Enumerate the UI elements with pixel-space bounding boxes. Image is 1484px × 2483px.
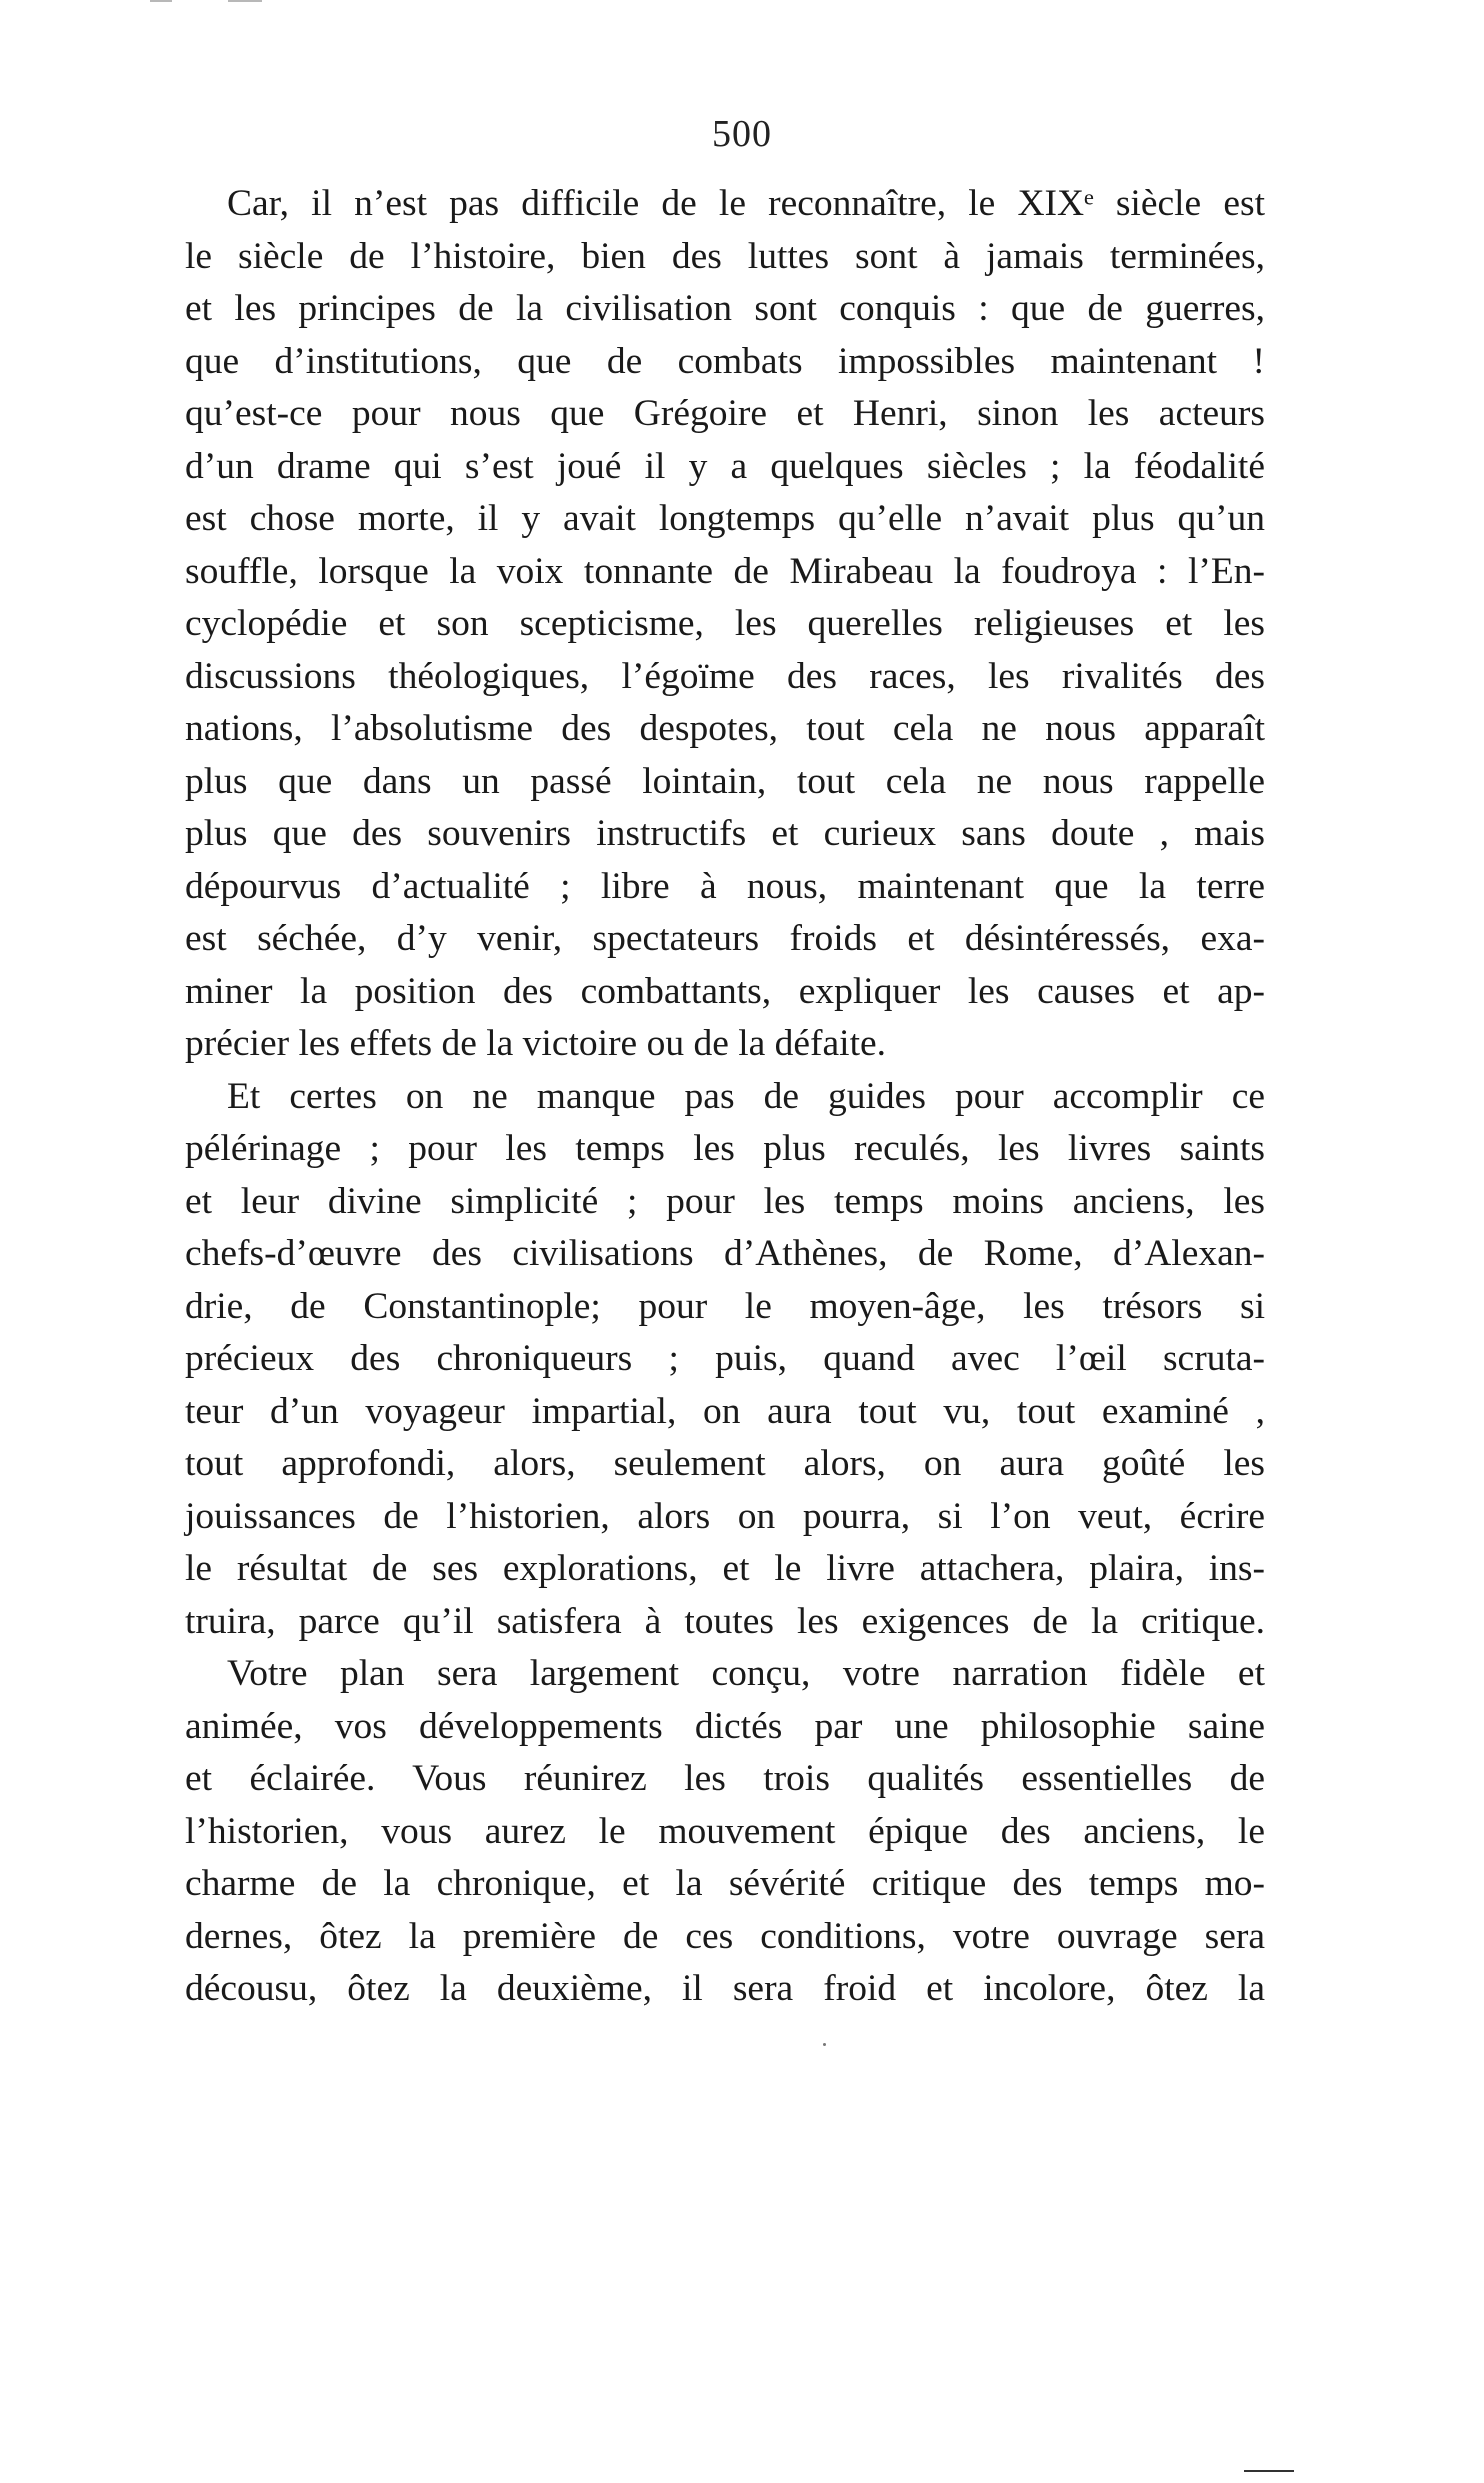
text-line: dernes, ôtez la première de ces conditions, votre ouvrage sera bbox=[185, 1915, 1265, 1957]
scan-mark-bottom bbox=[1244, 2470, 1294, 2472]
text-line: et leur divine simplicité ; pour les temps moins anciens, les bbox=[185, 1180, 1265, 1222]
text-line: miner la position des combattants, expliquer les causes et ap- bbox=[185, 970, 1265, 1012]
text-line: jouissances de l’historien, alors on pourra, si l’on veut, écrire bbox=[185, 1495, 1265, 1537]
text-line: pélérinage ; pour les temps les plus reculés, les livres saints bbox=[185, 1128, 1265, 1169]
text-line: drie, de Constantinople; pour le moyen-âge, les trésors si bbox=[185, 1285, 1265, 1327]
scan-speck bbox=[823, 2043, 826, 2046]
text-line: décousu, ôtez la deuxième, il sera froid et incolore, ôtez la bbox=[185, 1968, 1265, 2009]
text-line: plus que des souvenirs instructifs et curieux sans doute , mais bbox=[185, 813, 1265, 854]
text-line: est chose morte, il y avait longtemps qu’elle n’avait plus qu’un bbox=[185, 498, 1265, 539]
text-line: charme de la chronique, et la sévérité critique des temps mo- bbox=[185, 1863, 1265, 1904]
text-line: Et certes on ne manque pas de guides pour accomplir ce bbox=[227, 1075, 1265, 1117]
text-line: plus que dans un passé lointain, tout cela ne nous rappelle bbox=[185, 760, 1265, 802]
text-line: nations, l’absolutisme des despotes, tout cela ne nous apparaît bbox=[185, 708, 1265, 749]
text-line: truira, parce qu’il satisfera à toutes les exigences de la critique. bbox=[185, 1600, 1265, 1642]
paragraph-3 bbox=[185, 1648, 1265, 2016]
text-line: que d’institutions, que de combats impossibles maintenant ! bbox=[185, 340, 1265, 382]
paragraph-2 bbox=[185, 1071, 1265, 1649]
text-line: et les principes de la civilisation sont conquis : que de guerres, bbox=[185, 288, 1265, 329]
text-line: Votre plan sera largement conçu, votre narration fidèle et bbox=[227, 1653, 1265, 1694]
body-text bbox=[185, 178, 1265, 2016]
text-line: souffle, lorsque la voix tonnante de Mirabeau la foudroya : l’En- bbox=[185, 550, 1265, 592]
text-line: cyclopédie et son scepticisme, les querelles religieuses et les bbox=[185, 603, 1265, 644]
text-line: discussions théologiques, l’égoïme des races, les rivalités des bbox=[185, 655, 1265, 697]
text-line: et éclairée. Vous réunirez les trois qualités essentielles de bbox=[185, 1758, 1265, 1799]
page-number: 500 bbox=[712, 113, 772, 155]
text-line: l’historien, vous aurez le mouvement épique des anciens, le bbox=[185, 1810, 1265, 1852]
text-line: tout approfondi, alors, seulement alors, on aura goûté les bbox=[185, 1443, 1265, 1484]
text-line: dépourvus d’actualité ; libre à nous, maintenant que la terre bbox=[185, 865, 1265, 907]
text-line: le résultat de ses explorations, et le livre attachera, plaira, ins- bbox=[185, 1548, 1265, 1589]
text-line: le siècle de l’histoire, bien des luttes sont à jamais terminées, bbox=[185, 235, 1265, 277]
scan-mark-top-left bbox=[150, 0, 172, 2]
text-line: animée, vos développements dictés par une philosophie saine bbox=[185, 1705, 1265, 1747]
scan-mark-top bbox=[228, 0, 262, 2]
text-line: qu’est-ce pour nous que Grégoire et Henri, sinon les acteurs bbox=[185, 393, 1265, 434]
text-line: teur d’un voyageur impartial, on aura tout vu, tout examiné , bbox=[185, 1390, 1265, 1432]
text-line: précieux des chroniqueurs ; puis, quand avec l’œil scruta- bbox=[185, 1338, 1265, 1379]
text-line: d’un drame qui s’est joué il y a quelques siècles ; la féodalité bbox=[185, 445, 1265, 487]
text-line: précier les effets de la victoire ou de la défaite. bbox=[185, 1023, 887, 1064]
text-line: Car, il n’est pas difficile de le reconnaître, le XIXᵉ siècle est bbox=[227, 183, 1265, 224]
text-line: chefs-d’œuvre des civilisations d’Athènes, de Rome, d’Alexan- bbox=[185, 1233, 1265, 1274]
text-line: est séchée, d’y venir, spectateurs froids et désintéressés, exa- bbox=[185, 918, 1265, 959]
paragraph-1 bbox=[185, 178, 1265, 1071]
